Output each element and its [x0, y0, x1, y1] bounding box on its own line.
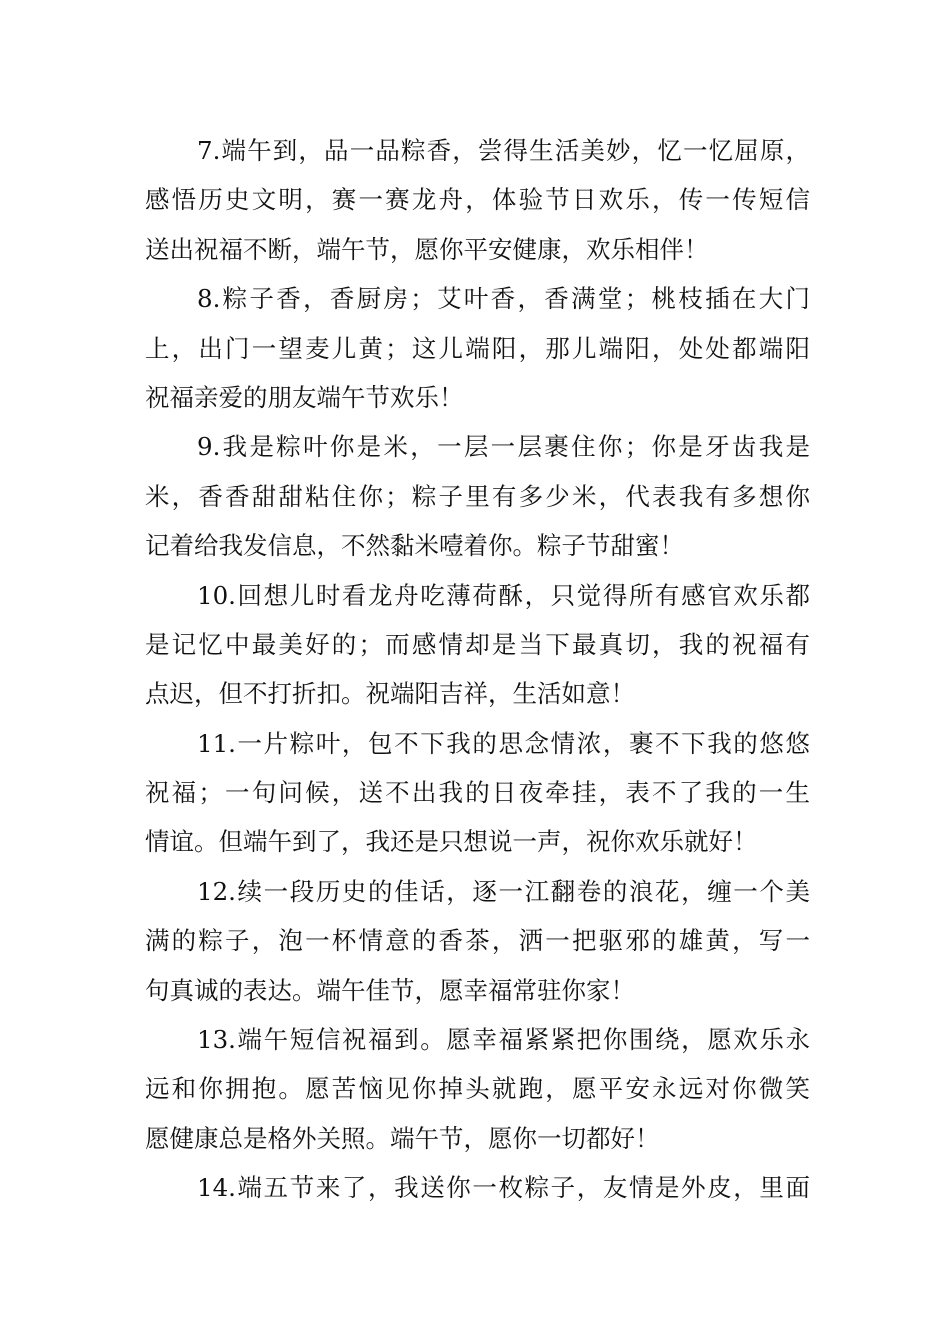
text-line: 感悟历史文明，赛一赛龙舟，体验节日欢乐，传一传短信 — [145, 185, 810, 215]
text-line: 是记忆中最美好的；而感情却是当下最真切，我的祝福有 — [145, 629, 810, 659]
paragraph — [145, 1163, 810, 1212]
paragraph — [145, 274, 810, 422]
text-line: 祝福；一句问候，送不出我的日夜牵挂，表不了我的一生 — [145, 778, 810, 808]
text-line: 10.回想儿时看龙舟吃薄荷酥，只觉得所有感官欢乐都 — [197, 580, 810, 610]
text-line: 13.端午短信祝福到。愿幸福紧紧把你围绕，愿欢乐永 — [197, 1025, 810, 1055]
text-line: 句真诚的表达。端午佳节，愿幸福常驻你家！ — [145, 975, 635, 1005]
text-line: 记着给我发信息，不然黏米噎着你。粽子节甜蜜！ — [145, 531, 684, 561]
text-line: 7.端午到，品一品粽香，尝得生活美妙，忆一忆屈原， — [197, 136, 810, 165]
text-line: 满的粽子，泡一杯情意的香茶，洒一把驱邪的雄黄，写一 — [145, 926, 810, 956]
text-line: 送出祝福不断，端午节，愿你平安健康，欢乐相伴！ — [145, 234, 709, 264]
text-line: 14.端五节来了，我送你一枚粽子，友情是外皮，里面 — [197, 1173, 810, 1203]
text-line: 上，出门一望麦儿黄；这儿端阳，那儿端阳，处处都端阳 — [145, 333, 810, 363]
paragraph — [145, 422, 810, 570]
text-line: 9.我是粽叶你是米，一层一层裹住你；你是牙齿我是 — [197, 432, 810, 462]
text-line: 祝福亲爱的朋友端午节欢乐！ — [145, 382, 464, 412]
text-line: 12.续一段历史的佳话，逐一江翻卷的浪花，缠一个美 — [197, 876, 810, 906]
paragraph — [145, 571, 810, 719]
text-line: 愿健康总是格外关照。端午节，愿你一切都好！ — [145, 1123, 660, 1153]
paragraph — [145, 1015, 810, 1163]
paragraph — [145, 867, 810, 1015]
text-line: 远和你拥抱。愿苦恼见你掉头就跑，愿平安永远对你微笑 — [145, 1074, 810, 1104]
text-line: 点迟，但不打折扣。祝端阳吉祥，生活如意！ — [145, 679, 635, 709]
text-line: 情谊。但端午到了，我还是只想说一声，祝你欢乐就好！ — [145, 827, 758, 857]
paragraph — [145, 126, 810, 274]
document-body — [145, 126, 810, 1213]
text-line: 8.粽子香，香厨房；艾叶香，香满堂；桃枝插在大门 — [197, 284, 810, 314]
text-line: 米，香香甜甜粘住你；粽子里有多少米，代表我有多想你 — [145, 481, 810, 511]
text-line: 11.一片粽叶，包不下我的思念情浓，裹不下我的悠悠 — [197, 728, 810, 758]
paragraph — [145, 719, 810, 867]
